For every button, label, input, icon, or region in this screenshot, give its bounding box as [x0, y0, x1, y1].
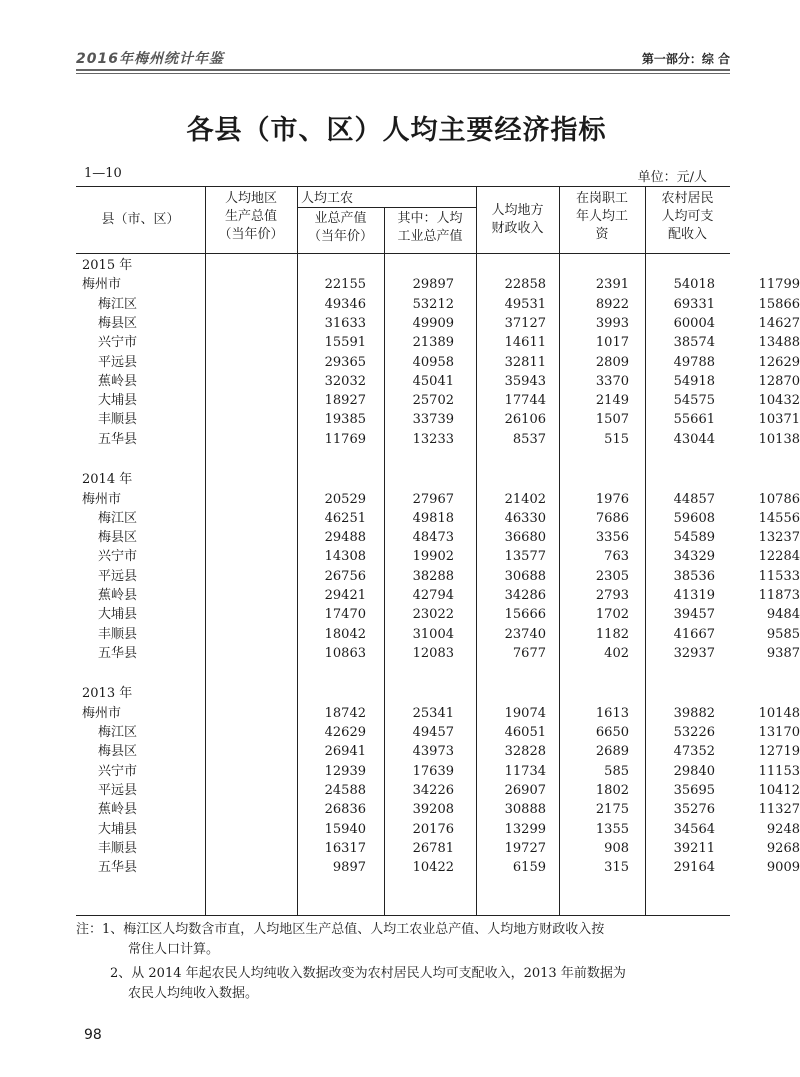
table-cell: 9268 — [766, 840, 800, 856]
note-1: 注：1、梅江区人均数含市直，人均地区生产总值、人均工农业总产值、人均地方财政收入按 — [76, 922, 605, 937]
table-cell: 29164 — [673, 860, 715, 876]
table-cell: 14308 — [324, 549, 366, 565]
table-row — [76, 430, 800, 449]
table-cell: 1017 — [595, 335, 629, 351]
table-cell: 908 — [604, 840, 629, 856]
table-row — [76, 586, 800, 605]
table-cell: 12083 — [412, 645, 454, 661]
table-row — [76, 625, 800, 644]
table-cell: 49818 — [412, 510, 454, 526]
table-cell: 44857 — [673, 491, 715, 507]
table-cell: 41319 — [673, 588, 715, 604]
unit-label: 单位：元/人 — [637, 170, 707, 185]
row-name: 丰顺县 — [98, 626, 138, 642]
table-cell: 315 — [604, 860, 629, 876]
table-cell: 25341 — [412, 705, 454, 721]
table-cell: 9897 — [332, 860, 366, 876]
year-label-row — [76, 684, 730, 703]
table-cell: 29365 — [324, 354, 366, 370]
table-cell: 12719 — [758, 744, 800, 760]
table-cell: 1507 — [595, 412, 629, 428]
row-name: 平远县 — [98, 782, 138, 798]
table-cell: 11153 — [758, 763, 800, 779]
table-row — [76, 567, 800, 586]
row-name: 梅江区 — [98, 510, 138, 526]
table-cell: 10412 — [758, 782, 800, 798]
table-cell: 48473 — [412, 530, 454, 546]
table-cell: 11734 — [504, 763, 546, 779]
page-header — [76, 44, 730, 72]
row-name: 梅州市 — [82, 705, 122, 721]
header-county: 县（市、区） — [101, 212, 180, 227]
table-cell: 23740 — [504, 626, 546, 642]
table-cell: 1702 — [595, 607, 629, 623]
page-number: 98 — [84, 1027, 102, 1043]
table-cell: 34226 — [412, 782, 454, 798]
table-cell: 34286 — [504, 588, 546, 604]
header-agri-ind-cont: 业总产值 （当年价） — [307, 211, 373, 244]
table-cell: 26781 — [412, 840, 454, 856]
table-cell: 11769 — [324, 431, 366, 447]
table-cell: 49457 — [412, 725, 454, 741]
row-name: 蕉岭县 — [98, 802, 138, 818]
year-label: 2014 年 — [82, 472, 133, 488]
table-row — [76, 314, 800, 333]
row-name: 梅州市 — [82, 491, 122, 507]
book-title: 2016年梅州统计年鉴 — [76, 51, 224, 67]
row-name: 兴宁市 — [98, 549, 138, 565]
table-cell: 10422 — [412, 860, 454, 876]
table-row — [76, 605, 800, 624]
table-row — [76, 391, 800, 410]
table-cell: 38574 — [673, 335, 715, 351]
table-cell: 10432 — [758, 393, 800, 409]
table-cell: 17639 — [412, 763, 454, 779]
table-cell: 12939 — [324, 763, 366, 779]
table-cell: 29897 — [412, 277, 454, 293]
table-cell: 402 — [604, 645, 629, 661]
table-cell: 8922 — [595, 296, 629, 312]
table-cell: 14556 — [758, 510, 800, 526]
row-name: 丰顺县 — [98, 840, 138, 856]
year-label: 2013 年 — [82, 686, 133, 702]
table-cell: 13233 — [412, 431, 454, 447]
table-cell: 11533 — [758, 568, 800, 584]
table-cell: 18927 — [324, 393, 366, 409]
table-cell: 2689 — [595, 744, 629, 760]
table-cell: 11799 — [758, 277, 800, 293]
table-cell: 35276 — [673, 802, 715, 818]
table-row — [76, 547, 800, 566]
table-cell: 54575 — [673, 393, 715, 409]
table-row — [76, 781, 800, 800]
table-cell: 13170 — [758, 725, 800, 741]
table-cell: 10371 — [758, 412, 800, 428]
row-name: 大埔县 — [98, 393, 138, 409]
table-cell: 39457 — [673, 607, 715, 623]
row-name: 平远县 — [98, 568, 138, 584]
table-cell: 20529 — [324, 491, 366, 507]
table-cell: 18042 — [324, 626, 366, 642]
row-name: 兴宁市 — [98, 335, 138, 351]
table-cell: 42629 — [324, 725, 366, 741]
table-cell: 17744 — [504, 393, 546, 409]
note-1-cont: 常住人口计算。 — [128, 942, 220, 957]
table-cell: 6650 — [595, 725, 629, 741]
table-cell: 12870 — [758, 373, 800, 389]
table-cell: 15591 — [324, 335, 366, 351]
table-cell: 39211 — [673, 840, 715, 856]
table-cell: 41667 — [673, 626, 715, 642]
table-cell: 29421 — [324, 588, 366, 604]
table-cell: 3370 — [595, 373, 629, 389]
table-cell: 27967 — [412, 491, 454, 507]
table-cell: 585 — [604, 763, 629, 779]
table-cell: 9248 — [766, 821, 800, 837]
table-cell: 19074 — [504, 705, 546, 721]
table-cell: 49788 — [673, 354, 715, 370]
table-cell: 53226 — [673, 725, 715, 741]
table-cell: 16317 — [324, 840, 366, 856]
row-name: 平远县 — [98, 354, 138, 370]
row-name: 梅县区 — [98, 315, 138, 331]
table-cell: 39208 — [412, 802, 454, 818]
table-cell: 32811 — [504, 354, 546, 370]
table-row — [76, 820, 800, 839]
table-cell: 15666 — [504, 607, 546, 623]
table-cell: 40958 — [412, 354, 454, 370]
year-label-row — [76, 256, 730, 275]
table-cell: 49531 — [504, 296, 546, 312]
row-name: 梅江区 — [98, 296, 138, 312]
table-cell: 2391 — [595, 277, 629, 293]
table-cell: 26941 — [324, 744, 366, 760]
table-row — [76, 644, 800, 663]
table-cell: 10786 — [758, 491, 800, 507]
table-cell: 32937 — [673, 645, 715, 661]
table-cell: 29840 — [673, 763, 715, 779]
table-cell: 18742 — [324, 705, 366, 721]
table-cell: 7677 — [512, 645, 546, 661]
table-cell: 19727 — [504, 840, 546, 856]
table-cell: 36680 — [504, 530, 546, 546]
row-name: 蕉岭县 — [98, 588, 138, 604]
table-cell: 3993 — [595, 315, 629, 331]
table-cell: 10138 — [758, 431, 800, 447]
table-cell: 14627 — [758, 315, 800, 331]
table-cell: 10148 — [758, 705, 800, 721]
table-cell: 38536 — [673, 568, 715, 584]
table-cell: 17470 — [324, 607, 366, 623]
table-cell: 60004 — [673, 315, 715, 331]
header-rural: 农村居民 人均可支 配收入 — [661, 191, 714, 242]
table-cell: 54589 — [673, 530, 715, 546]
table-cell: 46330 — [504, 510, 546, 526]
table-row — [76, 509, 800, 528]
table-row — [76, 528, 800, 547]
header-agri-ind: 人均工农 — [301, 191, 354, 206]
table-cell: 6159 — [512, 860, 546, 876]
table-cell: 2305 — [595, 568, 629, 584]
table-cell: 7686 — [595, 510, 629, 526]
year-label: 2015 年 — [82, 258, 133, 273]
table-cell: 26907 — [504, 782, 546, 798]
table-cell: 26756 — [324, 568, 366, 584]
table-bottom-rule — [76, 915, 730, 916]
table-row — [76, 742, 800, 761]
table-cell: 13577 — [504, 549, 546, 565]
table-number: 1—10 — [84, 166, 122, 181]
table-cell: 25702 — [412, 393, 454, 409]
header-rule — [76, 69, 730, 71]
table-cell: 515 — [604, 431, 629, 447]
table-cell: 13299 — [504, 821, 546, 837]
row-name: 大埔县 — [98, 607, 138, 623]
table-cell: 3356 — [595, 530, 629, 546]
table-cell: 46251 — [324, 510, 366, 526]
table-cell: 55661 — [673, 412, 715, 428]
row-name: 五华县 — [98, 431, 138, 447]
row-name: 蕉岭县 — [98, 373, 138, 389]
table-cell: 32828 — [504, 744, 546, 760]
header-industry: 其中：人均 工业总产值 — [397, 211, 463, 244]
table-cell: 30888 — [504, 802, 546, 818]
header-gdp: 人均地区 生产总值 （当年价） — [218, 191, 284, 242]
table-cell: 43973 — [412, 744, 454, 760]
table-cell: 26836 — [324, 802, 366, 818]
table-cell: 21389 — [412, 335, 454, 351]
table-cell: 38288 — [412, 568, 454, 584]
table-row — [76, 704, 800, 723]
table-cell: 34564 — [673, 821, 715, 837]
table-cell: 12284 — [758, 549, 800, 565]
section-label: 第一部分：综 合 — [641, 52, 730, 66]
table-cell: 13237 — [758, 530, 800, 546]
table-cell: 37127 — [504, 315, 546, 331]
header-rule-thin — [76, 73, 730, 74]
table-cell: 34329 — [673, 549, 715, 565]
table-top-rule — [76, 186, 730, 187]
table-cell: 45041 — [412, 373, 454, 389]
table-cell: 33739 — [412, 412, 454, 428]
table-cell: 42794 — [412, 588, 454, 604]
row-name: 五华县 — [98, 860, 138, 876]
table-row — [76, 372, 800, 391]
row-name: 丰顺县 — [98, 412, 138, 428]
table-cell: 9484 — [766, 607, 800, 623]
table-row — [76, 762, 800, 781]
table-header-rule — [76, 253, 730, 254]
table-cell: 30688 — [504, 568, 546, 584]
table-cell: 1613 — [595, 705, 629, 721]
table-cell: 59608 — [673, 510, 715, 526]
table-row — [76, 490, 800, 509]
row-name: 梅江区 — [98, 725, 138, 741]
table-cell: 22858 — [504, 277, 546, 293]
table-row — [76, 410, 800, 429]
table-cell: 21402 — [504, 491, 546, 507]
table-cell: 53212 — [412, 296, 454, 312]
header-wage: 在岗职工 年人均工 资 — [575, 191, 628, 242]
table-row — [76, 858, 800, 877]
row-name: 大埔县 — [98, 821, 138, 837]
header-fiscal: 人均地方 财政收入 — [491, 203, 544, 236]
table-cell: 2175 — [595, 802, 629, 818]
table-cell: 8537 — [512, 431, 546, 447]
table-cell: 26106 — [504, 412, 546, 428]
table-row — [76, 333, 800, 352]
table-cell: 43044 — [673, 431, 715, 447]
table-cell: 49346 — [324, 296, 366, 312]
table-cell: 31004 — [412, 626, 454, 642]
table-cell: 9585 — [766, 626, 800, 642]
year-label-row — [76, 470, 730, 489]
table-cell: 1355 — [595, 821, 629, 837]
table-cell: 12629 — [758, 354, 800, 370]
table-cell: 763 — [604, 549, 629, 565]
table-cell: 19385 — [324, 412, 366, 428]
table-cell: 23022 — [412, 607, 454, 623]
table-cell: 10863 — [324, 645, 366, 661]
table-cell: 9387 — [766, 645, 800, 661]
table-cell: 14611 — [504, 335, 546, 351]
table-cell: 1802 — [595, 782, 629, 798]
table-row — [76, 295, 800, 314]
table-cell: 1976 — [595, 491, 629, 507]
table-cell: 54918 — [673, 373, 715, 389]
page-title: 各县（市、区）人均主要经济指标 — [186, 115, 607, 146]
table-row — [76, 723, 800, 742]
table-cell: 24588 — [324, 782, 366, 798]
table-cell: 47352 — [673, 744, 715, 760]
table-cell: 46051 — [504, 725, 546, 741]
table-cell: 2793 — [595, 588, 629, 604]
row-name: 梅县区 — [98, 530, 138, 546]
table-cell: 39882 — [673, 705, 715, 721]
table-cell: 29488 — [324, 530, 366, 546]
table-row — [76, 839, 800, 858]
table-cell: 19902 — [412, 549, 454, 565]
table-cell: 2149 — [595, 393, 629, 409]
table-cell: 11873 — [758, 588, 800, 604]
table-cell: 11327 — [758, 802, 800, 818]
row-name: 兴宁市 — [98, 763, 138, 779]
row-name: 五华县 — [98, 645, 138, 661]
table-row — [76, 275, 800, 294]
table-row — [76, 800, 800, 819]
table-cell: 69331 — [673, 296, 715, 312]
table-cell: 54018 — [673, 277, 715, 293]
table-cell: 9009 — [766, 860, 800, 876]
table-cell: 49909 — [412, 315, 454, 331]
row-name: 梅县区 — [98, 744, 138, 760]
table-cell: 31633 — [324, 315, 366, 331]
table-cell: 35943 — [504, 373, 546, 389]
row-name: 梅州市 — [82, 277, 122, 293]
table-cell: 15940 — [324, 821, 366, 837]
table-cell: 20176 — [412, 821, 454, 837]
note-2: 2、从 2014 年起农民人均纯收入数据改变为农村居民人均可支配收入，2013 年前数据为 — [110, 966, 626, 981]
table-cell: 2809 — [595, 354, 629, 370]
note-2-cont: 农民人均纯收入数据。 — [128, 986, 259, 1001]
table-row — [76, 353, 800, 372]
table-cell: 15866 — [758, 296, 800, 312]
table-cell: 32032 — [324, 373, 366, 389]
table-cell: 22155 — [324, 277, 366, 293]
table-cell: 1182 — [595, 626, 629, 642]
table-cell: 35695 — [673, 782, 715, 798]
table-cell: 13488 — [758, 335, 800, 351]
